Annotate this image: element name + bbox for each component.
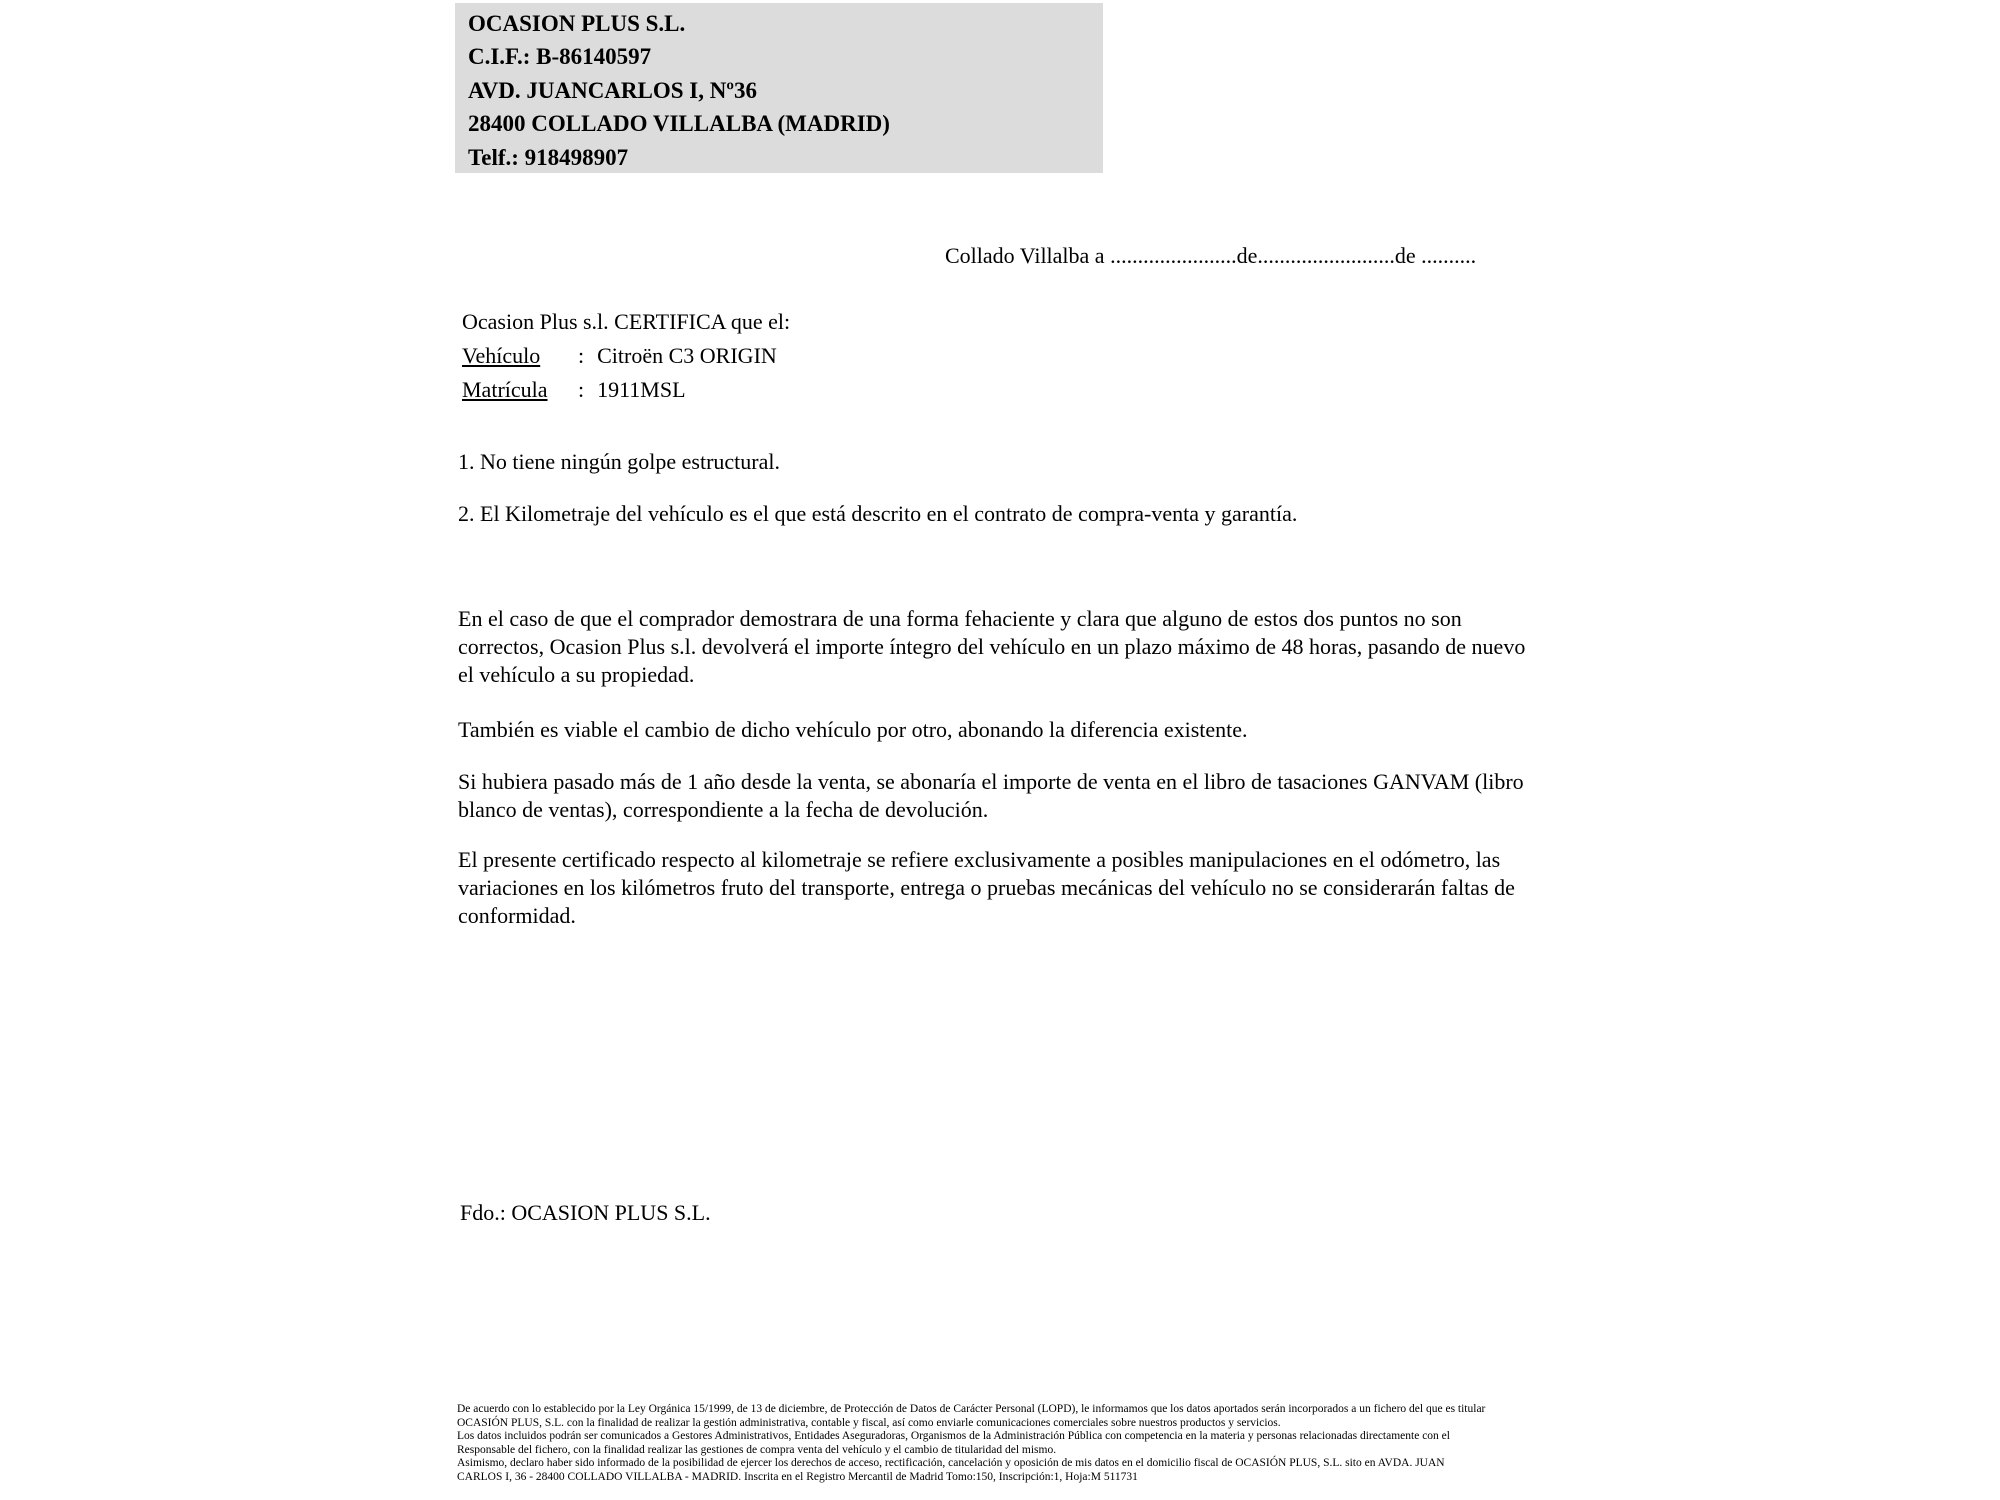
plate-row xyxy=(462,373,790,407)
fine-print-line: OCASIÓN PLUS, S.L. con la finalidad de realizar la gestión administrativa, contable y fiscal, así como enviarle comunicaciones comerciales sobre nuestros productos y servicios. xyxy=(457,1416,1281,1429)
vehicle-label: Vehículo xyxy=(462,343,541,368)
company-header-box xyxy=(455,3,1103,173)
paragraph-ganvam: Si hubiera pasado más de 1 año desde la venta, se abonaría el importe de venta en el libro de tasaciones GANVAM (libro blanco de ventas), correspondiente a la fecha de devolución. xyxy=(458,769,1524,822)
company-phone: Telf.: 918498907 xyxy=(468,144,629,170)
signature-line: Fdo.: OCASION PLUS S.L. xyxy=(460,1200,711,1225)
fine-print-line: De acuerdo con lo establecido por la Ley Orgánica 15/1999, de 13 de diciembre, de Protección de Datos de Carácter Personal (LOPD), le informamos que los datos aportados serán incorporados a un fichero del que es titular xyxy=(457,1403,1486,1415)
company-name: OCASION PLUS S.L. xyxy=(468,11,686,36)
plate-separator: : xyxy=(578,377,585,402)
vehicle-separator: : xyxy=(578,343,585,368)
paragraph-refund: En el caso de que el comprador demostrara de una forma fehaciente y clara que alguno de estos dos puntos no son correctos, Ocasion Plus s.l. devolverá el importe íntegro del vehículo en un plazo máximo de 48 horas, pasando de nuevo el vehículo a su propiedad. xyxy=(458,606,1526,687)
certificate-block xyxy=(462,305,790,407)
paragraph-odometer: El presente certificado respecto al kilometraje se refiere exclusivamente a posibles manipulaciones en el odómetro, las variaciones en los kilómetros fruto del transporte, entrega o pruebas mecánicas del vehículo no se considerarán faltas de conformidad. xyxy=(458,847,1515,928)
vehicle-row xyxy=(462,339,790,373)
certificate-intro: Ocasion Plus s.l. CERTIFICA que el: xyxy=(462,309,791,334)
fine-print-line: Responsable del fichero, con la finalidad realizar las gestiones de compra venta del vehículo y el cambio de titularidad del mismo. xyxy=(457,1443,1057,1456)
vehicle-value: Citroën C3 ORIGIN xyxy=(597,343,777,368)
vehicle-label-column xyxy=(462,339,578,373)
fine-print-line: CARLOS I, 36 - 28400 COLLADO VILLALBA - MADRID. Inscrita en el Registro Mercantil de Madrid Tomo:150, Inscripción:1, Hoja:M 511731 xyxy=(457,1470,1138,1483)
plate-label: Matrícula xyxy=(462,377,548,402)
point-2: 2. El Kilometraje del vehículo es el que está descrito en el contrato de compra-venta y garantía. xyxy=(458,501,1298,526)
date-line: Collado Villalba a .......................de.........................de .......... xyxy=(945,243,1477,268)
company-address: AVD. JUANCARLOS I, Nº36 xyxy=(468,77,757,103)
paragraph-exchange: También es viable el cambio de dicho vehículo por otro, abonando la diferencia existente. xyxy=(458,717,1248,742)
plate-label-column xyxy=(462,373,578,407)
plate-value: 1911MSL xyxy=(597,377,686,402)
legal-fine-print xyxy=(457,1403,1547,1485)
point-1: 1. No tiene ningún golpe estructural. xyxy=(458,449,780,474)
fine-print-line: Asimismo, declaro haber sido informado de la posibilidad de ejercer los derechos de acceso, rectificación, cancelación y oposición de mis datos en el domicilio fiscal de OCASIÓN PLUS, S.L. sito en AVDA. JUAN xyxy=(457,1457,1445,1470)
company-cif: C.I.F.: B-86140597 xyxy=(468,44,652,70)
company-city: 28400 COLLADO VILLALBA (MADRID) xyxy=(468,111,890,137)
fine-print-line: Los datos incluidos podrán ser comunicados a Gestores Administrativos, Entidades Aseguradoras, Organismos de la Administración Pública con competencia en la materia y personas relacionadas directamente con el xyxy=(457,1430,1450,1443)
